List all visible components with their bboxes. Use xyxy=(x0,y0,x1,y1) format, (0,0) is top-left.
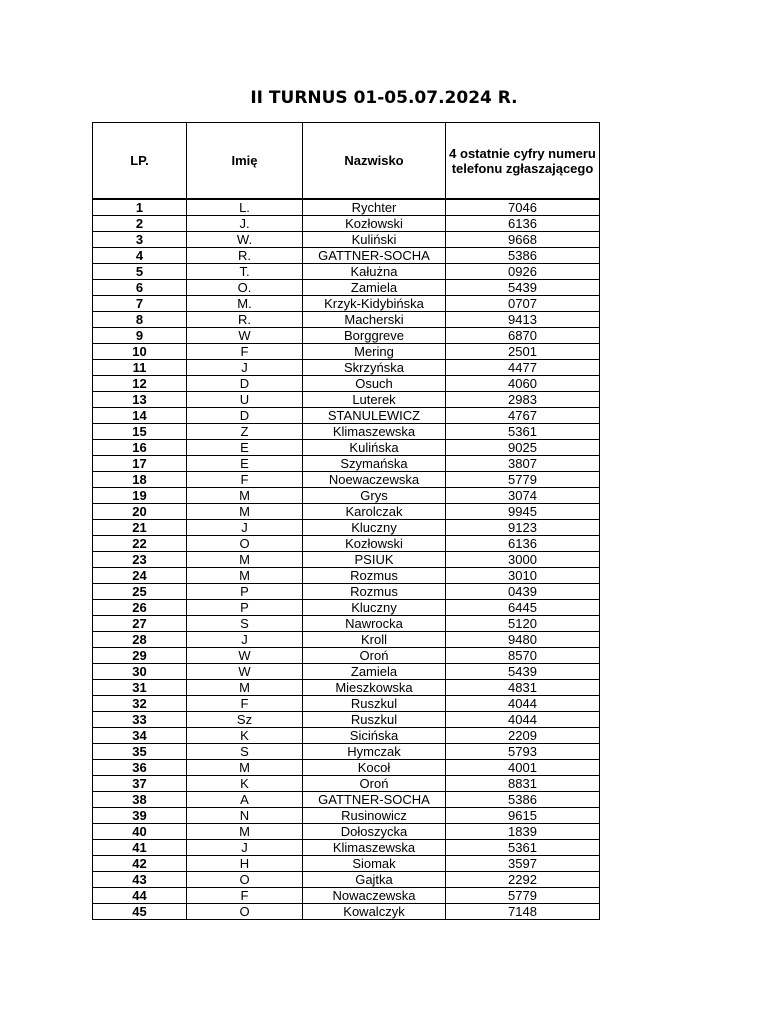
cell-nazwisko: Kluczny xyxy=(303,600,446,616)
cell-imie: M xyxy=(187,760,303,776)
page-title: II TURNUS 01-05.07.2024 R. xyxy=(250,88,518,108)
cell-nazwisko: Grys xyxy=(303,488,446,504)
header-telefon: 4 ostatnie cyfry numeru telefonu zgłaszającego xyxy=(446,123,600,199)
cell-nazwisko: Kowalczyk xyxy=(303,904,446,920)
cell-imie: O xyxy=(187,872,303,888)
cell-telefon: 9615 xyxy=(446,808,600,824)
cell-nazwisko: GATTNER-SOCHA xyxy=(303,248,446,264)
cell-lp: 39 xyxy=(93,808,187,824)
cell-nazwisko: Kuliński xyxy=(303,232,446,248)
cell-lp: 21 xyxy=(93,520,187,536)
cell-lp: 25 xyxy=(93,584,187,600)
cell-telefon: 9668 xyxy=(446,232,600,248)
cell-imie: F xyxy=(187,472,303,488)
cell-telefon: 0926 xyxy=(446,264,600,280)
cell-nazwisko: Krzyk-Kidybińska xyxy=(303,296,446,312)
cell-imie: W. xyxy=(187,232,303,248)
table-row xyxy=(93,728,600,744)
table-row xyxy=(93,520,600,536)
cell-nazwisko: Borggreve xyxy=(303,328,446,344)
cell-lp: 2 xyxy=(93,216,187,232)
cell-nazwisko: Ruszkul xyxy=(303,696,446,712)
cell-imie: W xyxy=(187,648,303,664)
cell-lp: 41 xyxy=(93,840,187,856)
table-row xyxy=(93,488,600,504)
cell-imie: U xyxy=(187,392,303,408)
cell-nazwisko: Rusinowicz xyxy=(303,808,446,824)
table-row xyxy=(93,696,600,712)
cell-lp: 15 xyxy=(93,424,187,440)
cell-nazwisko: Nowaczewska xyxy=(303,888,446,904)
cell-nazwisko: STANULEWICZ xyxy=(303,408,446,424)
cell-nazwisko: Karolczak xyxy=(303,504,446,520)
cell-nazwisko: Hymczak xyxy=(303,744,446,760)
table-row xyxy=(93,408,600,424)
cell-telefon: 9413 xyxy=(446,312,600,328)
cell-telefon: 2983 xyxy=(446,392,600,408)
cell-imie: M. xyxy=(187,296,303,312)
cell-imie: J xyxy=(187,520,303,536)
cell-telefon: 4767 xyxy=(446,408,600,424)
cell-imie: W xyxy=(187,328,303,344)
cell-imie: Sz xyxy=(187,712,303,728)
cell-imie: F xyxy=(187,888,303,904)
cell-lp: 20 xyxy=(93,504,187,520)
cell-telefon: 9480 xyxy=(446,632,600,648)
cell-lp: 31 xyxy=(93,680,187,696)
cell-imie: S xyxy=(187,616,303,632)
cell-lp: 42 xyxy=(93,856,187,872)
cell-lp: 8 xyxy=(93,312,187,328)
cell-telefon: 9945 xyxy=(446,504,600,520)
cell-imie: Z xyxy=(187,424,303,440)
table-row xyxy=(93,856,600,872)
cell-lp: 34 xyxy=(93,728,187,744)
cell-imie: S xyxy=(187,744,303,760)
table-header-row xyxy=(93,123,600,199)
cell-imie: E xyxy=(187,440,303,456)
table-row xyxy=(93,536,600,552)
table-row xyxy=(93,424,600,440)
cell-imie: P xyxy=(187,600,303,616)
cell-nazwisko: Noewaczewska xyxy=(303,472,446,488)
cell-nazwisko: Szymańska xyxy=(303,456,446,472)
cell-nazwisko: Osuch xyxy=(303,376,446,392)
cell-telefon: 6445 xyxy=(446,600,600,616)
cell-telefon: 5793 xyxy=(446,744,600,760)
cell-lp: 35 xyxy=(93,744,187,760)
cell-imie: O. xyxy=(187,280,303,296)
header-imie: Imię xyxy=(187,123,303,199)
cell-lp: 37 xyxy=(93,776,187,792)
table-row xyxy=(93,392,600,408)
cell-telefon: 0439 xyxy=(446,584,600,600)
cell-telefon: 3597 xyxy=(446,856,600,872)
table-row xyxy=(93,664,600,680)
table-row xyxy=(93,568,600,584)
cell-telefon: 4060 xyxy=(446,376,600,392)
cell-telefon: 5120 xyxy=(446,616,600,632)
table-row xyxy=(93,616,600,632)
cell-imie: P xyxy=(187,584,303,600)
table-row xyxy=(93,776,600,792)
cell-telefon: 5361 xyxy=(446,424,600,440)
table-row xyxy=(93,440,600,456)
table-row xyxy=(93,600,600,616)
cell-telefon: 0707 xyxy=(446,296,600,312)
cell-lp: 19 xyxy=(93,488,187,504)
cell-imie: M xyxy=(187,824,303,840)
cell-nazwisko: Dołoszycka xyxy=(303,824,446,840)
cell-lp: 6 xyxy=(93,280,187,296)
table-row xyxy=(93,280,600,296)
cell-lp: 24 xyxy=(93,568,187,584)
cell-nazwisko: Zamiela xyxy=(303,664,446,680)
cell-imie: T. xyxy=(187,264,303,280)
participants-table xyxy=(92,122,600,920)
cell-nazwisko: Rychter xyxy=(303,200,446,216)
table-row xyxy=(93,552,600,568)
cell-telefon: 6136 xyxy=(446,536,600,552)
cell-telefon: 2292 xyxy=(446,872,600,888)
cell-imie: J xyxy=(187,840,303,856)
cell-telefon: 3010 xyxy=(446,568,600,584)
cell-nazwisko: Zamiela xyxy=(303,280,446,296)
cell-telefon: 3807 xyxy=(446,456,600,472)
cell-nazwisko: Kozłowski xyxy=(303,216,446,232)
table-row xyxy=(93,248,600,264)
cell-lp: 17 xyxy=(93,456,187,472)
table-row xyxy=(93,360,600,376)
table-row xyxy=(93,584,600,600)
cell-telefon: 5439 xyxy=(446,664,600,680)
cell-lp: 4 xyxy=(93,248,187,264)
cell-imie: H xyxy=(187,856,303,872)
table-row xyxy=(93,264,600,280)
table-row xyxy=(93,632,600,648)
table-row xyxy=(93,872,600,888)
cell-nazwisko: Oroń xyxy=(303,776,446,792)
header-nazwisko: Nazwisko xyxy=(303,123,446,199)
table-row xyxy=(93,504,600,520)
cell-lp: 27 xyxy=(93,616,187,632)
table-row xyxy=(93,200,600,216)
cell-imie: M xyxy=(187,504,303,520)
cell-imie: J. xyxy=(187,216,303,232)
cell-imie: R. xyxy=(187,248,303,264)
cell-lp: 36 xyxy=(93,760,187,776)
table-row xyxy=(93,328,600,344)
cell-lp: 10 xyxy=(93,344,187,360)
table-row xyxy=(93,888,600,904)
cell-lp: 16 xyxy=(93,440,187,456)
cell-telefon: 3074 xyxy=(446,488,600,504)
cell-nazwisko: Kałużna xyxy=(303,264,446,280)
cell-nazwisko: Nawrocka xyxy=(303,616,446,632)
table-row xyxy=(93,648,600,664)
cell-telefon: 4001 xyxy=(446,760,600,776)
cell-nazwisko: Klimaszewska xyxy=(303,424,446,440)
cell-lp: 18 xyxy=(93,472,187,488)
cell-nazwisko: Kluczny xyxy=(303,520,446,536)
table-row xyxy=(93,760,600,776)
cell-imie: W xyxy=(187,664,303,680)
cell-telefon: 5386 xyxy=(446,792,600,808)
cell-imie: J xyxy=(187,632,303,648)
cell-nazwisko: Klimaszewska xyxy=(303,840,446,856)
cell-telefon: 4477 xyxy=(446,360,600,376)
cell-lp: 29 xyxy=(93,648,187,664)
cell-lp: 38 xyxy=(93,792,187,808)
cell-lp: 7 xyxy=(93,296,187,312)
cell-lp: 44 xyxy=(93,888,187,904)
cell-imie: R. xyxy=(187,312,303,328)
table-row xyxy=(93,312,600,328)
cell-telefon: 7046 xyxy=(446,200,600,216)
cell-lp: 22 xyxy=(93,536,187,552)
cell-telefon: 9025 xyxy=(446,440,600,456)
cell-imie: K xyxy=(187,776,303,792)
cell-telefon: 5386 xyxy=(446,248,600,264)
cell-lp: 9 xyxy=(93,328,187,344)
cell-lp: 45 xyxy=(93,904,187,920)
table-row xyxy=(93,232,600,248)
table-row xyxy=(93,344,600,360)
cell-nazwisko: GATTNER-SOCHA xyxy=(303,792,446,808)
header-lp: LP. xyxy=(93,123,187,199)
table-row xyxy=(93,824,600,840)
table-row xyxy=(93,792,600,808)
cell-lp: 40 xyxy=(93,824,187,840)
cell-lp: 14 xyxy=(93,408,187,424)
cell-telefon: 9123 xyxy=(446,520,600,536)
cell-imie: O xyxy=(187,904,303,920)
table-row xyxy=(93,680,600,696)
table-row xyxy=(93,472,600,488)
cell-nazwisko: Skrzyńska xyxy=(303,360,446,376)
cell-imie: M xyxy=(187,552,303,568)
cell-lp: 33 xyxy=(93,712,187,728)
cell-imie: A xyxy=(187,792,303,808)
cell-telefon: 3000 xyxy=(446,552,600,568)
cell-nazwisko: Kroll xyxy=(303,632,446,648)
cell-lp: 13 xyxy=(93,392,187,408)
cell-telefon: 1839 xyxy=(446,824,600,840)
cell-lp: 11 xyxy=(93,360,187,376)
cell-nazwisko: Oroń xyxy=(303,648,446,664)
cell-telefon: 5779 xyxy=(446,888,600,904)
cell-imie: M xyxy=(187,680,303,696)
cell-telefon: 2209 xyxy=(446,728,600,744)
cell-lp: 28 xyxy=(93,632,187,648)
cell-nazwisko: Sicińska xyxy=(303,728,446,744)
cell-telefon: 6870 xyxy=(446,328,600,344)
cell-lp: 30 xyxy=(93,664,187,680)
cell-telefon: 8570 xyxy=(446,648,600,664)
cell-nazwisko: Gajtka xyxy=(303,872,446,888)
cell-lp: 1 xyxy=(93,200,187,216)
cell-nazwisko: Mering xyxy=(303,344,446,360)
cell-imie: O xyxy=(187,536,303,552)
table-row xyxy=(93,376,600,392)
cell-telefon: 5439 xyxy=(446,280,600,296)
cell-imie: F xyxy=(187,696,303,712)
cell-nazwisko: Siomak xyxy=(303,856,446,872)
cell-nazwisko: Rozmus xyxy=(303,584,446,600)
cell-telefon: 6136 xyxy=(446,216,600,232)
cell-nazwisko: Kulińska xyxy=(303,440,446,456)
cell-imie: J xyxy=(187,360,303,376)
cell-imie: D xyxy=(187,408,303,424)
cell-nazwisko: Mieszkowska xyxy=(303,680,446,696)
cell-nazwisko: Rozmus xyxy=(303,568,446,584)
cell-nazwisko: PSIUK xyxy=(303,552,446,568)
cell-telefon: 4044 xyxy=(446,712,600,728)
cell-lp: 3 xyxy=(93,232,187,248)
cell-imie: N xyxy=(187,808,303,824)
cell-telefon: 8831 xyxy=(446,776,600,792)
cell-telefon: 5779 xyxy=(446,472,600,488)
cell-imie: E xyxy=(187,456,303,472)
cell-telefon: 4044 xyxy=(446,696,600,712)
cell-nazwisko: Macherski xyxy=(303,312,446,328)
cell-imie: M xyxy=(187,488,303,504)
cell-lp: 26 xyxy=(93,600,187,616)
cell-nazwisko: Kozłowski xyxy=(303,536,446,552)
cell-imie: D xyxy=(187,376,303,392)
table-row xyxy=(93,808,600,824)
table-row xyxy=(93,904,600,920)
cell-telefon: 5361 xyxy=(446,840,600,856)
cell-nazwisko: Ruszkul xyxy=(303,712,446,728)
table-row xyxy=(93,296,600,312)
cell-lp: 43 xyxy=(93,872,187,888)
cell-imie: L. xyxy=(187,200,303,216)
cell-telefon: 7148 xyxy=(446,904,600,920)
cell-lp: 5 xyxy=(93,264,187,280)
table-row xyxy=(93,216,600,232)
table-body xyxy=(93,199,600,920)
table-row xyxy=(93,456,600,472)
cell-lp: 32 xyxy=(93,696,187,712)
cell-imie: K xyxy=(187,728,303,744)
cell-lp: 12 xyxy=(93,376,187,392)
table-row xyxy=(93,712,600,728)
table-row xyxy=(93,840,600,856)
cell-imie: F xyxy=(187,344,303,360)
cell-nazwisko: Luterek xyxy=(303,392,446,408)
cell-imie: M xyxy=(187,568,303,584)
cell-telefon: 4831 xyxy=(446,680,600,696)
table-row xyxy=(93,744,600,760)
cell-telefon: 2501 xyxy=(446,344,600,360)
cell-lp: 23 xyxy=(93,552,187,568)
cell-nazwisko: Kocoł xyxy=(303,760,446,776)
